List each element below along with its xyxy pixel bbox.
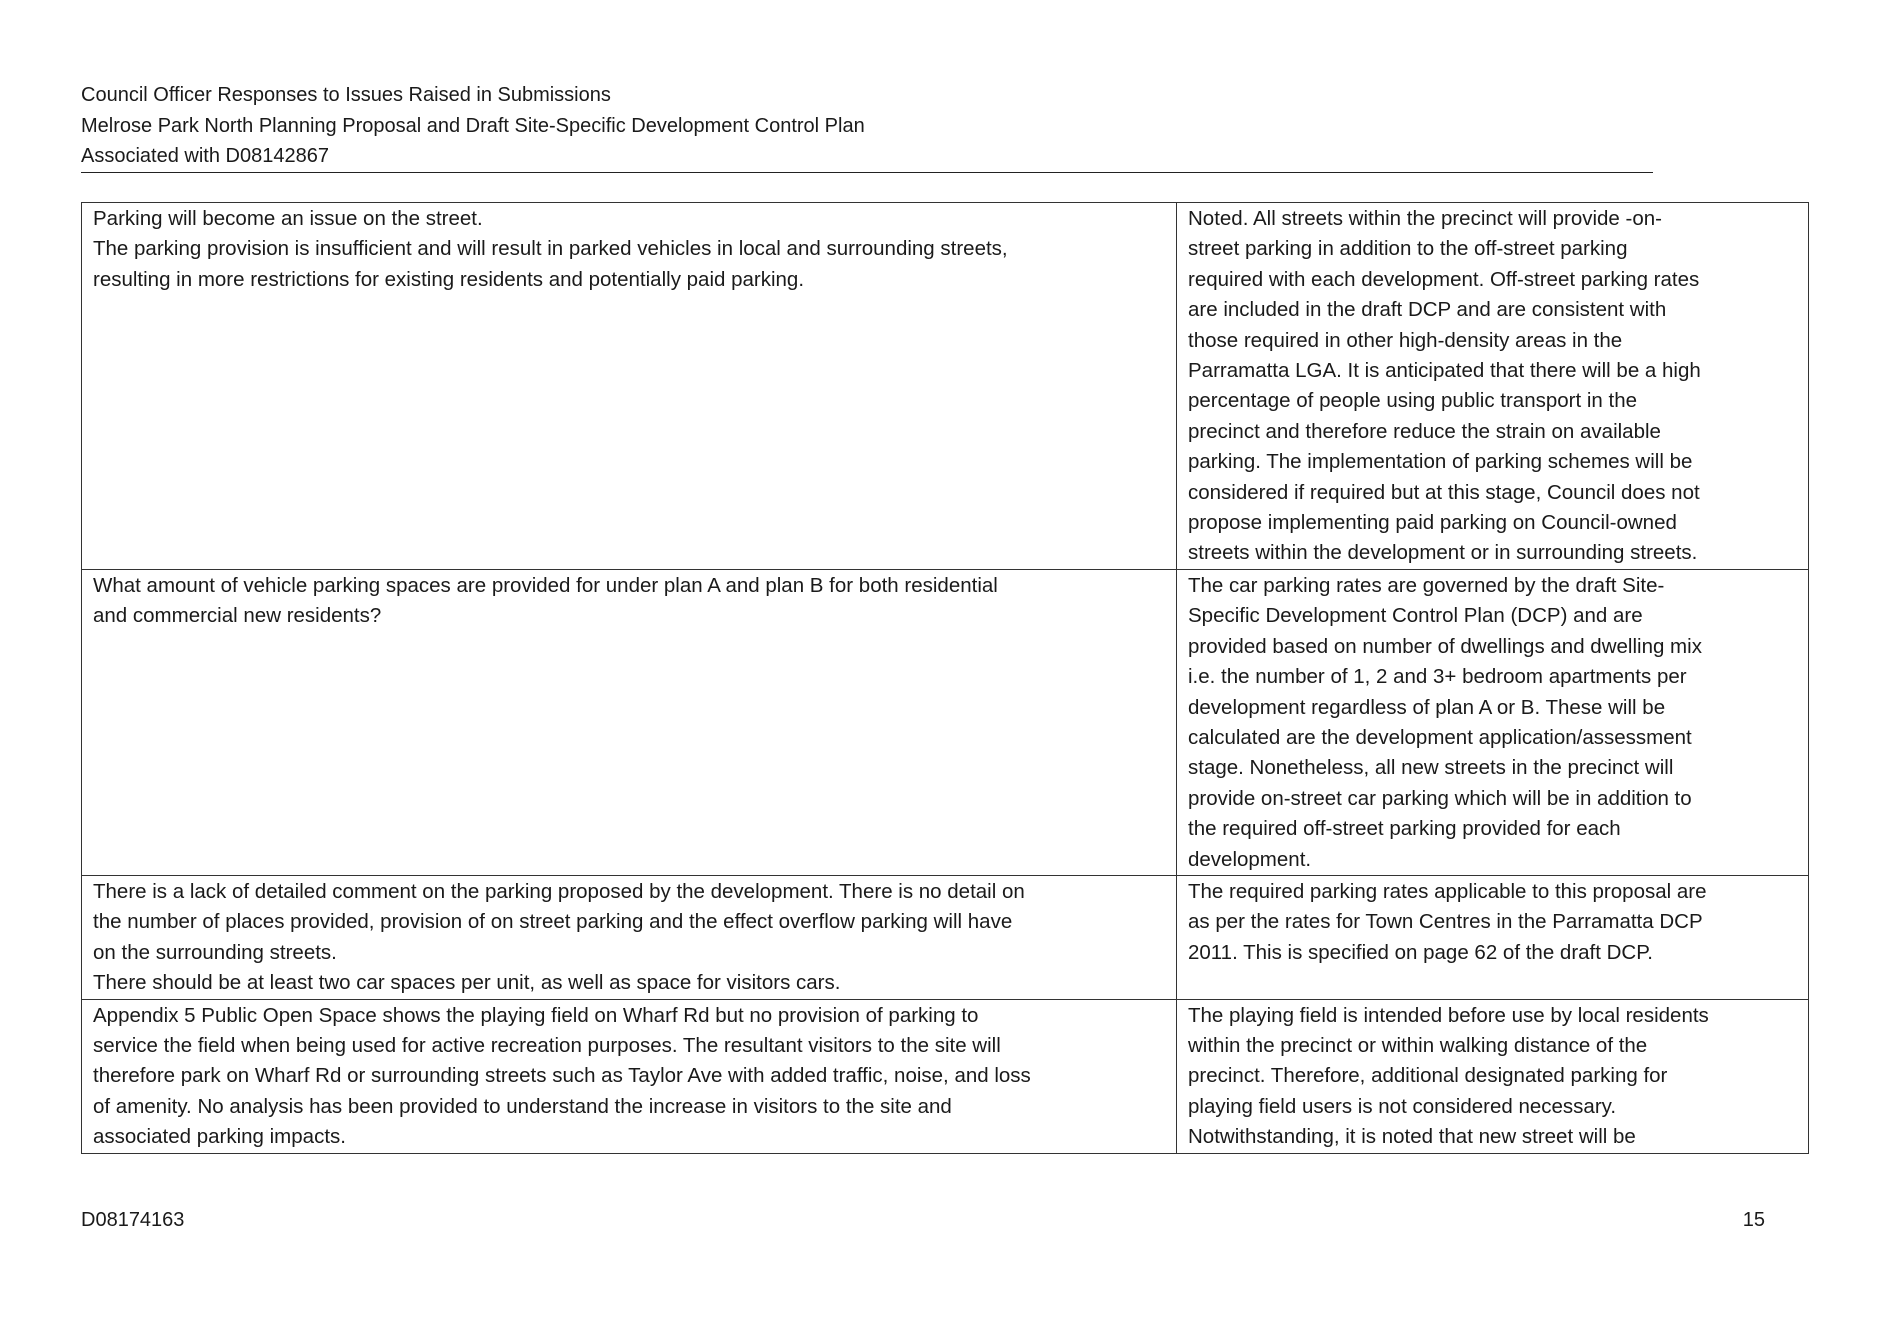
response-text-line: considered if required but at this stage, Council does not — [1188, 480, 1700, 504]
footer-doc-id: D08174163 — [81, 1209, 185, 1231]
issue-text-line: Parking will become an issue on the street. — [93, 207, 483, 230]
response-cell — [1177, 875, 1809, 999]
response-text-line: the required off-street parking provided for each — [1188, 817, 1621, 841]
response-cell — [1177, 569, 1809, 875]
response-cell — [1177, 203, 1809, 570]
header-association: Associated with D08142867 — [81, 145, 329, 167]
table-row — [82, 875, 1809, 999]
response-text-line: precinct and therefore reduce the strain on available — [1188, 419, 1661, 443]
response-text-line: stage. Nonetheless, all new streets in the precinct will — [1188, 756, 1674, 780]
response-text-line: Parramatta LGA. It is anticipated that there will be a high — [1188, 359, 1701, 383]
response-text-line: percentage of people using public transport in the — [1188, 389, 1638, 413]
page-number: 15 — [1742, 1209, 1765, 1231]
issue-text-line: What amount of vehicle parking spaces are provided for under plan A and plan B for both residential — [93, 573, 998, 597]
response-text-line: playing field users is not considered necessary. — [1188, 1094, 1617, 1118]
response-cell — [1177, 999, 1809, 1153]
issue-text-line: the number of places provided, provision of on street parking and the effect overflow parking will have — [93, 910, 1013, 934]
issue-cell — [82, 999, 1177, 1153]
response-text-line: parking. The implementation of parking schemes will be — [1188, 450, 1693, 474]
response-text-line: 2011. This is specified on page 62 of the draft DCP. — [1188, 940, 1653, 964]
response-text-line: Noted. All streets within the precinct will provide -on- — [1188, 207, 1662, 230]
response-text-line: provided based on number of dwellings and dwelling mix — [1188, 634, 1702, 658]
response-text-line: The playing field is intended before use by local residents — [1188, 1003, 1709, 1027]
response-text-line: propose implementing paid parking on Council-owned — [1188, 511, 1677, 535]
header-title: Council Officer Responses to Issues Raised in Submissions — [81, 84, 611, 106]
response-text-line: street parking in addition to the off-street parking — [1188, 237, 1628, 261]
issue-text-line: The parking provision is insufficient and will result in parked vehicles in local and surrounding streets, — [93, 237, 1008, 261]
issue-cell — [82, 875, 1177, 999]
response-text-line: precinct. Therefore, additional designated parking for — [1188, 1064, 1668, 1088]
submissions-response-table — [81, 202, 1809, 1154]
issue-text-line: resulting in more restrictions for existing residents and potentially paid parking. — [93, 267, 805, 291]
response-text-line: i.e. the number of 1, 2 and 3+ bedroom apartments per — [1188, 665, 1687, 689]
table-row — [82, 203, 1809, 570]
issue-cell — [82, 203, 1177, 570]
table-row — [82, 999, 1809, 1153]
issue-cell — [82, 569, 1177, 875]
response-text-line: within the precinct or within walking distance of the — [1188, 1033, 1648, 1057]
issue-text-line: service the field when being used for active recreation purposes. The resultant visitors to the site will — [93, 1033, 1001, 1057]
table-row — [82, 569, 1809, 875]
response-text-line: are included in the draft DCP and are consistent with — [1188, 298, 1667, 322]
response-text-line: provide on-street car parking which will be in addition to — [1188, 786, 1692, 810]
response-text-line: required with each development. Off-street parking rates — [1188, 267, 1700, 291]
issue-text-line: of amenity. No analysis has been provided to understand the increase in visitors to the site and — [93, 1094, 952, 1118]
header-subtitle: Melrose Park North Planning Proposal and Draft Site-Specific Development Control Plan — [81, 114, 865, 137]
response-text-line: Specific Development Control Plan (DCP) and are — [1188, 604, 1643, 628]
response-text-line: development. — [1188, 847, 1312, 871]
issue-text-line: There should be at least two car spaces per unit, as well as space for visitors cars. — [93, 971, 841, 995]
issue-text-line: and commercial new residents? — [93, 604, 382, 628]
response-text-line: streets within the development or in surrounding streets. — [1188, 541, 1698, 565]
response-text-line: calculated are the development application/assessment — [1188, 725, 1692, 749]
response-text-line: those required in other high-density areas in the — [1188, 328, 1623, 352]
response-text-line: development regardless of plan A or B. These will be — [1188, 695, 1666, 719]
document-header — [81, 80, 1653, 173]
issue-text-line: therefore park on Wharf Rd or surrounding streets such as Taylor Ave with added traffic, noise, and loss — [93, 1064, 1031, 1088]
issue-text-line: associated parking impacts. — [93, 1125, 346, 1149]
issue-text-line: Appendix 5 Public Open Space shows the playing field on Wharf Rd but no provision of parking to — [93, 1003, 979, 1027]
response-text-line: The car parking rates are governed by the draft Site- — [1188, 573, 1665, 597]
issue-text-line: There is a lack of detailed comment on the parking proposed by the development. There is no detail on — [93, 879, 1025, 903]
response-text-line: The required parking rates applicable to this proposal are — [1188, 879, 1707, 903]
response-text-line: Notwithstanding, it is noted that new street will be — [1188, 1125, 1636, 1149]
issue-text-line: on the surrounding streets. — [93, 940, 337, 964]
response-text-line: as per the rates for Town Centres in the Parramatta DCP — [1188, 910, 1703, 934]
